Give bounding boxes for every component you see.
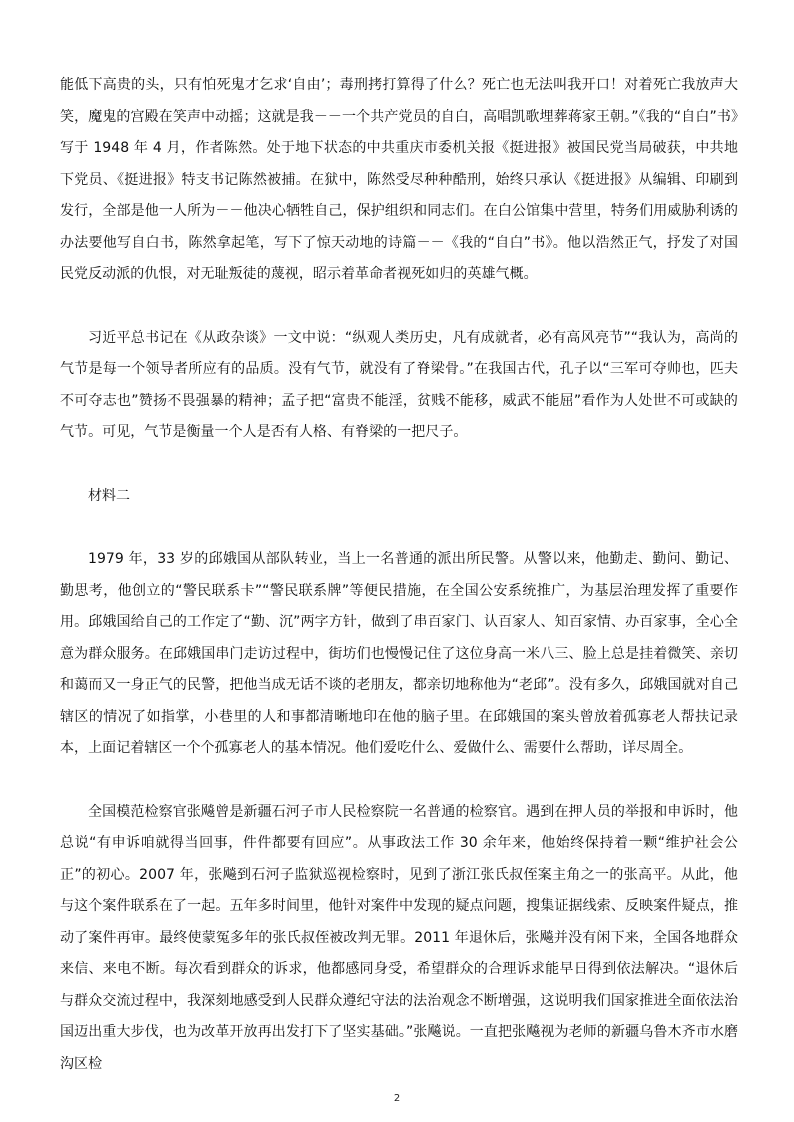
paragraph-zhang-biao: 全国模范检察官张飚曾是新疆石河子市人民检察院一名普通的检察官。遇到在押人员的举报和申诉时，他总说“有申诉咱就得当回事，件件都要有回应”。从事政法工作 30 余年来，他始终保持着一颗“维护社会公正”的初心。2007 年，张飚到石河子监狱巡视检察时，见到了浙江张氏叔侄案主角之一的张高平。从此，他与这个案件联系在了一起。五年多时间里，他针对案件中发现的疑点问题，搜集证据线索、反映案件疑点，推动了案件再审。最终使蒙冤多年的张氏叔侄被改判无罪。2011 年退休后，张飚并没有闲下来，全国各地群众来信、来电不断。每次看到群众的诉求，他都感同身受，希望群众的合理诉求能早日得到依法解决。“退休后与群众交流过程中，我深刻地感受到人民群众遵纪守法的法治观念不断增强，这说明我们国家推进全面依法治国迈出重大步伐，也为改革开放再出发打下了坚实基础。”张飚说。一直把张飚视为老师的新疆乌鲁木齐市水磨沟区检 xyxy=(60,803,738,1072)
paragraph-qiu-eguo: 1979 年，33 岁的邱娥国从部队转业，当上一名普通的派出所民警。从警以来，他勤走、勤问、勤记、勤思考，他创立的“警民联系卡”“警民联系牌”等便民措施，在全国公安系统推广，为基层治理发挥了重要作用。邱娥国给自己的工作定了“勤、沉”两字方针，做到了串百家门、认百家人、知百家情、办百家事，全心全意为群众服务。在邱娥国串门走访过程中，街坊们也慢慢记住了这位身高一米八三、脸上总是挂着微笑、亲切和蔼而又一身正气的民警，把他当成无话不谈的老朋友，都亲切地称他为“老邱”。没有多久，邱娥国就对自己辖区的情况了如指掌，小巷里的人和事都清晰地印在他的脑子里。在邱娥国的案头曾放着孤寡老人帮扶记录本，上面记着辖区一个个孤寡老人的基本情况。他们爱吃什么、爱做什么、需要什么帮助，详尽周全。 xyxy=(60,551,738,756)
paragraph-chen-ran: 能低下高贵的头，只有怕死鬼才乞求‘自由’；毒刑拷打算得了什么？死亡也无法叫我开口！对着死亡我放声大笑，魔鬼的宫殿在笑声中动摇；这就是我－－一个共产党员的自白，高唱凯歌埋葬蒋家王朝。”《我的“自白”书》写于 1948 年 4 月，作者陈然。处于地下状态的中共重庆市委机关报《挺进报》被国民党当局破获，中共地下党员、《挺进报》特支书记陈然被捕。在狱中，陈然受尽种种酷刑，始终只承认《挺进报》从编辑、印刷到发行，全部是他一人所为－－他决心牺牲自己，保护组织和同志们。在白公馆集中营里，特务们用威胁利诱的办法要他写自白书，陈然拿起笔，写下了惊天动地的诗篇－－《我的“自白”书》。他以浩然正气，抒发了对国民党反动派的仇恨，对无耻叛徒的蔑视，昭示着革命者视死如归的英雄气概。 xyxy=(60,77,738,282)
paragraph-spacer xyxy=(60,449,738,481)
paragraph-spacer xyxy=(60,765,738,797)
paragraph-spacer xyxy=(60,512,738,544)
page-number: 2 xyxy=(393,1093,401,1104)
document-body xyxy=(60,70,738,1080)
section-heading-material-two: 材料二 xyxy=(88,487,130,504)
paragraph-xi-jinping-quote: 习近平总书记在《从政杂谈》一文中说：“纵观人类历史，凡有成就者，必有高风亮节”“我认为，高尚的气节是每一个领导者所应有的品质。没有气节，就没有了脊梁骨。”在我国古代，孔子以“三军可夺帅也，匹夫不可夺志也”赞扬不畏强暴的精神；孟子把“富贵不能淫，贫贱不能移，威武不能屈”看作为人处世不可或缺的气节。可见，气节是衡量一个人是否有人格、有脊梁的一把尺子。 xyxy=(60,329,738,440)
paragraph-spacer xyxy=(60,291,738,323)
